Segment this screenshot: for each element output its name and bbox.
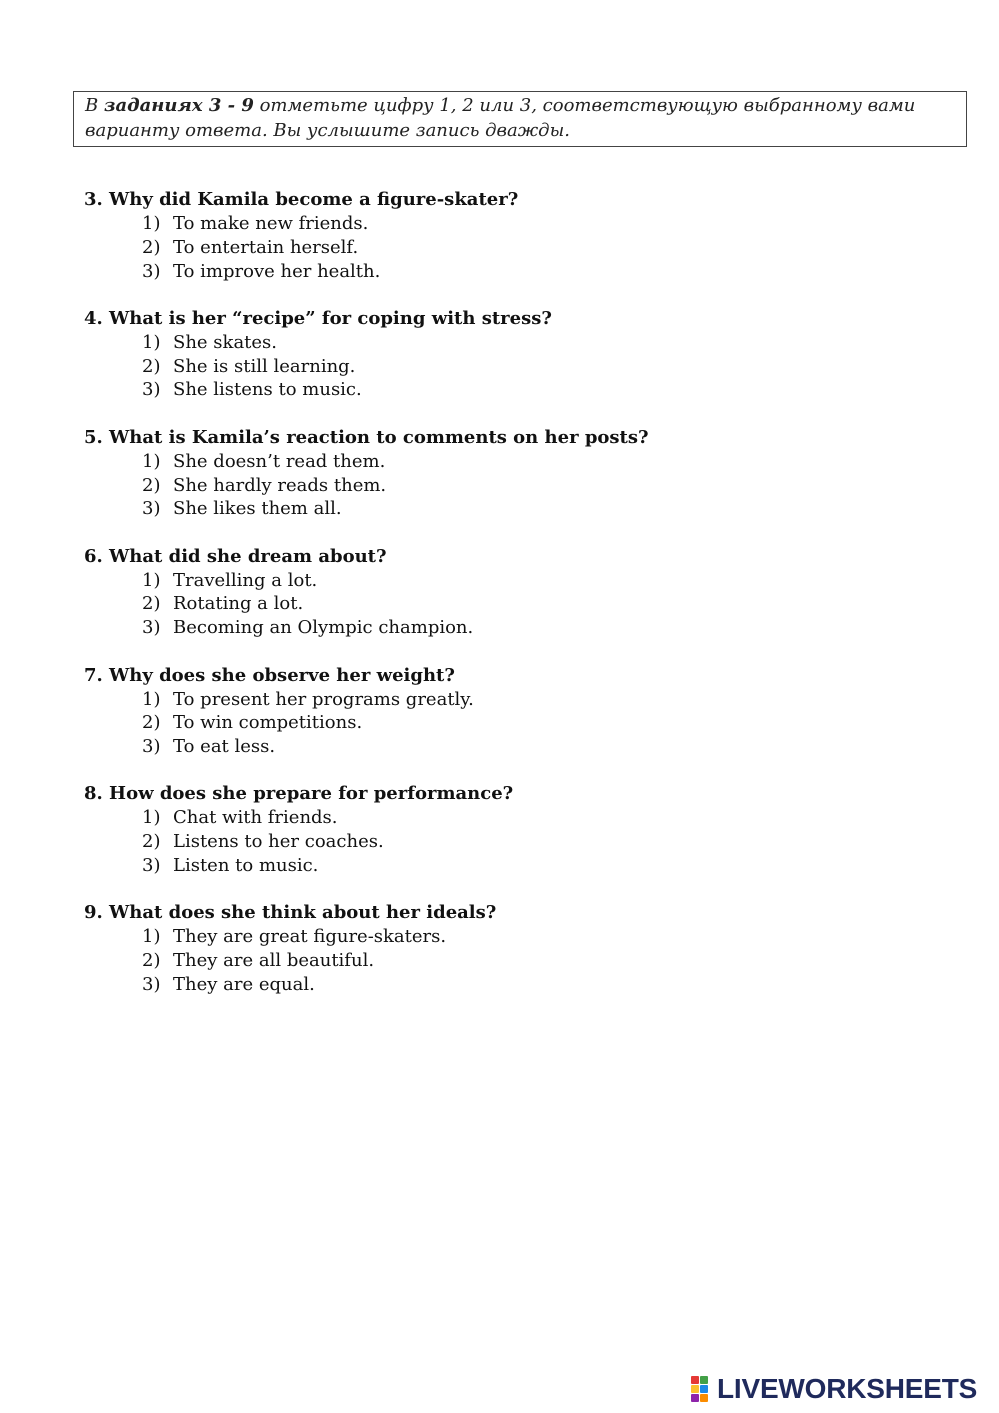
answer-option[interactable] — [142, 497, 964, 521]
question-title: 4. What is her “recipe” for coping with stress? — [84, 307, 552, 329]
option-number: 3) — [142, 855, 161, 877]
answer-options — [84, 925, 964, 996]
question-title: 3. Why did Kamila become a figure-skater? — [84, 189, 519, 210]
option-number: 3) — [142, 973, 161, 995]
option-text: Chat with friends. — [173, 807, 338, 829]
answer-option[interactable] — [142, 973, 964, 997]
option-text: She is still learning. — [173, 355, 356, 377]
option-text: To present her programs greatly. — [173, 688, 474, 710]
option-number: 3) — [142, 617, 161, 639]
answer-options — [84, 806, 964, 877]
option-text: To eat less. — [173, 736, 276, 758]
answer-option[interactable] — [142, 735, 964, 759]
answer-option[interactable] — [142, 331, 964, 355]
option-text: She listens to music. — [173, 379, 362, 401]
option-number: 3) — [142, 379, 161, 401]
answer-option[interactable] — [142, 355, 964, 379]
option-number: 1) — [142, 926, 161, 948]
option-text: Rotating a lot. — [173, 593, 304, 615]
answer-option[interactable] — [142, 569, 964, 593]
question-item — [84, 188, 964, 283]
question-item — [84, 545, 964, 640]
option-text: They are all beautiful. — [173, 950, 375, 972]
question-item — [84, 426, 964, 521]
question-list — [84, 188, 964, 1020]
answer-option[interactable] — [142, 592, 964, 616]
answer-option[interactable] — [142, 688, 964, 712]
option-text: They are great figure-skaters. — [173, 926, 447, 948]
option-text: They are equal. — [173, 973, 315, 995]
answer-option[interactable] — [142, 378, 964, 402]
question-title: 7. Why does she observe her weight? — [84, 664, 455, 686]
option-number: 2) — [142, 712, 161, 734]
instructions-box — [73, 91, 967, 147]
option-text: To make new friends. — [173, 213, 369, 234]
option-number: 1) — [142, 213, 161, 234]
answer-option[interactable] — [142, 925, 964, 949]
option-number: 2) — [142, 950, 161, 972]
answer-options — [84, 450, 964, 521]
answer-option[interactable] — [142, 806, 964, 830]
logo-text: LIVEWORKSHEETS — [717, 1373, 978, 1404]
option-text: Listen to music. — [173, 855, 319, 877]
answer-option[interactable] — [142, 616, 964, 640]
option-number: 2) — [142, 593, 161, 615]
logo-block — [691, 1394, 699, 1402]
answer-option[interactable] — [142, 236, 964, 260]
option-text: She skates. — [173, 331, 278, 353]
option-text: She likes them all. — [173, 498, 342, 520]
option-text: Travelling a lot. — [173, 569, 318, 591]
question-title: 8. How does she prepare for performance? — [84, 783, 514, 805]
question-item — [84, 782, 964, 877]
option-number: 2) — [142, 355, 161, 377]
option-text: Becoming an Olympic champion. — [173, 617, 474, 639]
answer-option[interactable] — [142, 854, 964, 878]
answer-options — [84, 331, 964, 402]
answer-option[interactable] — [142, 474, 964, 498]
option-number: 3) — [142, 498, 161, 520]
logo-block — [691, 1385, 699, 1393]
answer-options — [84, 569, 964, 640]
option-text: To improve her health. — [173, 260, 381, 282]
option-number: 1) — [142, 331, 161, 353]
instructions-prefix: В — [85, 95, 104, 116]
option-number: 1) — [142, 807, 161, 829]
option-number: 1) — [142, 569, 161, 591]
logo-block — [700, 1376, 708, 1384]
option-number: 1) — [142, 450, 161, 472]
logo-block — [691, 1376, 699, 1384]
answer-options — [84, 688, 964, 759]
liveworksheets-logo — [691, 1374, 977, 1404]
answer-option[interactable] — [142, 450, 964, 474]
logo-block — [700, 1385, 708, 1393]
answer-option[interactable] — [142, 212, 964, 236]
question-item — [84, 901, 964, 996]
option-text: To entertain herself. — [173, 236, 359, 258]
option-number: 1) — [142, 688, 161, 710]
option-number: 2) — [142, 831, 161, 853]
question-title: 9. What does she think about her ideals? — [84, 902, 497, 924]
option-number: 3) — [142, 736, 161, 758]
option-text: Listens to her coaches. — [173, 831, 384, 853]
answer-option[interactable] — [142, 711, 964, 735]
answer-option[interactable] — [142, 260, 964, 284]
instructions-text: отметьте цифру 1, 2 или 3, соответствующую выбранному вами варианту ответа. Вы услышите запись дважды. — [85, 95, 916, 141]
answer-option[interactable] — [142, 949, 964, 973]
option-number: 2) — [142, 236, 161, 258]
question-title: 5. What is Kamila’s reaction to comments on her posts? — [84, 426, 649, 448]
question-item — [84, 664, 964, 759]
logo-block — [700, 1394, 708, 1402]
question-item — [84, 307, 964, 402]
answer-option[interactable] — [142, 830, 964, 854]
answer-options — [84, 212, 964, 283]
question-title: 6. What did she dream about? — [84, 545, 387, 567]
option-text: She hardly reads them. — [173, 474, 387, 496]
logo-blocks-icon — [691, 1376, 715, 1402]
option-text: She doesn’t read them. — [173, 450, 386, 472]
option-number: 3) — [142, 260, 161, 282]
option-number: 2) — [142, 474, 161, 496]
option-text: To win competitions. — [173, 712, 363, 734]
instructions-bold: заданиях 3 - 9 — [103, 95, 254, 116]
